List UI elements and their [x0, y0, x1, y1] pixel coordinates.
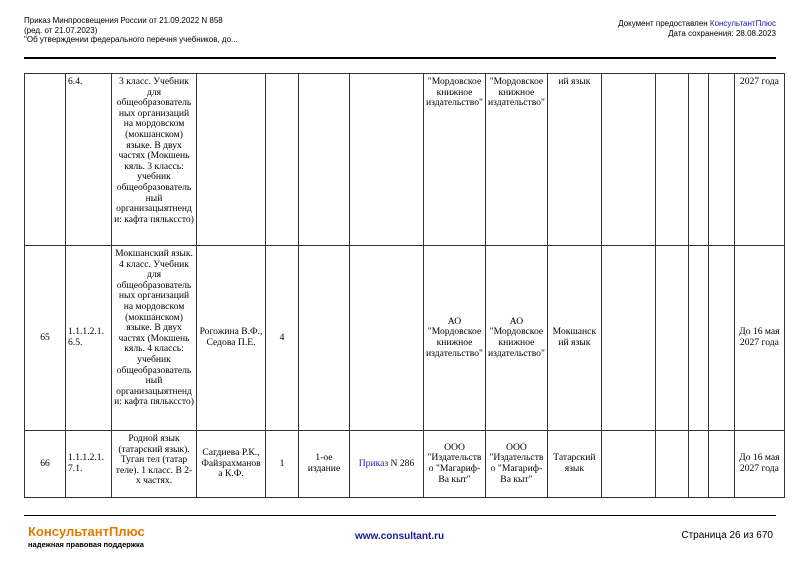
cell-authors — [197, 74, 266, 246]
cell-num — [25, 74, 66, 246]
cell-title: Мокшанский язык. 4 класс. Учебник для общеобразователь ных организаций на мордовском (мокшанском) языке. В двух частях (Мокшень кяль. 4 классь: учебник общеобразователь ный организацыятненд и: кафта пялькссто) — [112, 246, 197, 431]
cell-c13 — [655, 431, 688, 498]
cell-c12 — [601, 246, 655, 431]
table-row — [25, 431, 785, 498]
cell-grade — [266, 74, 299, 246]
cell-c15 — [708, 431, 734, 498]
order-link[interactable]: Приказ — [358, 457, 389, 469]
page-number: Страница 26 из 670 — [681, 530, 773, 541]
cell-publisher: "Мордовское книжное издательство" — [424, 74, 486, 246]
cell-grade: 1 — [266, 431, 299, 498]
cell-c14 — [688, 74, 708, 246]
footer-url-link[interactable]: www.consultant.ru — [355, 531, 445, 542]
cell-title: Родной язык (татарский язык). Туган тел (татар теле). 1 класс. В 2-х частях. — [112, 431, 197, 498]
cell-c15 — [708, 74, 734, 246]
footer-brand: КонсультантПлюс — [28, 524, 145, 539]
order-number: N 286 — [388, 457, 415, 469]
cell-authors: Рогожина В.Ф., Седова П.Е. — [197, 246, 266, 431]
cell-order — [350, 431, 424, 498]
cell-code: 1.1.1.2.1. 7.1. — [66, 431, 112, 498]
provider-info — [618, 19, 776, 38]
cell-until: До 16 мая 2027 года — [734, 246, 784, 431]
cell-language: ий язык — [547, 74, 601, 246]
footer-divider — [24, 515, 776, 516]
cell-c13 — [655, 246, 688, 431]
cell-c14 — [688, 246, 708, 431]
cell-num: 66 — [25, 431, 66, 498]
cell-producer: ООО "Издательств о "Магариф-Ва кыт" — [486, 431, 548, 498]
cell-order — [350, 246, 424, 431]
cell-authors: Сагдиева Р.К., Файзрахманов а К.Ф. — [197, 431, 266, 498]
cell-c14 — [688, 431, 708, 498]
cell-language: Татарский язык — [547, 431, 601, 498]
doc-revision: (ред. от 21.07.2023) — [24, 25, 98, 35]
cell-c12 — [601, 74, 655, 246]
cell-edition — [299, 74, 350, 246]
doc-subject: "Об утверждении федерального перечня учебников, до... — [24, 35, 238, 44]
cell-publisher: ООО "Издательств о "Магариф-Ва кыт" — [424, 431, 486, 498]
document-title — [24, 16, 238, 45]
header-divider — [24, 57, 776, 59]
provider-brand: КонсультантПлюс — [709, 19, 776, 28]
cell-code: 6.4. — [66, 74, 112, 246]
cell-edition — [299, 246, 350, 431]
cell-language: Мокшанск ий язык — [547, 246, 601, 431]
cell-until: До 16 мая 2027 года — [734, 431, 784, 498]
footer-tagline: надежная правовая поддержка — [28, 540, 144, 549]
saved-date: Дата сохранения: 28.08.2023 — [668, 28, 776, 38]
provided-label: Документ предоставлен — [618, 19, 710, 28]
cell-code: 1.1.1.2.1. 6.5. — [66, 246, 112, 431]
cell-title: 3 класс. Учебник для общеобразователь ных организаций на мордовском (мокшанском) языке. В двух частях (Мокшень кяль. 3 классь: учебник общеобразователь ный организацыятненд и: кафта пялькссто) — [112, 74, 197, 246]
footer-logo — [28, 524, 145, 549]
table-row — [25, 74, 785, 246]
cell-producer: "Мордовское книжное издательство" — [486, 74, 548, 246]
cell-c12 — [601, 431, 655, 498]
cell-grade: 4 — [266, 246, 299, 431]
cell-c15 — [708, 246, 734, 431]
cell-producer: АО "Мордовское книжное издательство" — [486, 246, 548, 431]
cell-until: 2027 года — [734, 74, 784, 246]
cell-publisher: АО "Мордовское книжное издательство" — [424, 246, 486, 431]
textbook-table — [24, 73, 785, 498]
table-row — [25, 246, 785, 431]
doc-title-line: Приказ Минпросвещения России от 21.09.2022 N 858 — [24, 16, 223, 25]
cell-order — [350, 74, 424, 246]
cell-num: 65 — [25, 246, 66, 431]
cell-c13 — [655, 74, 688, 246]
cell-edition: 1-ое издание — [299, 431, 350, 498]
